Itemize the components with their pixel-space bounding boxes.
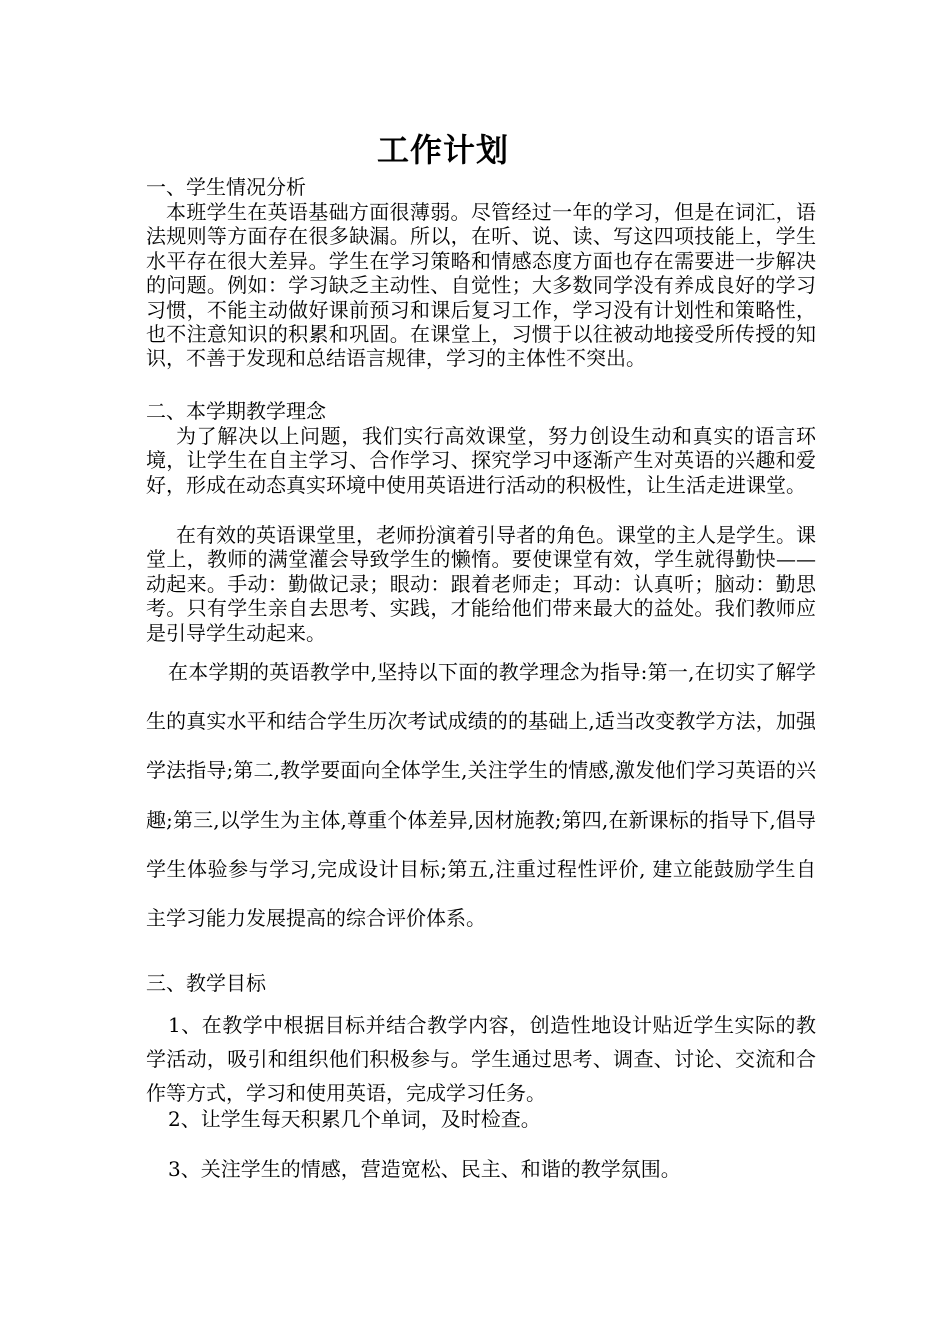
paragraph-student-analysis: 本班学生在英语基础方面很薄弱。尽管经过一年的学习，但是在词汇，语法规则等方面存在很多缺漏。所以，在听、说、读、写这四项技能上，学生水平存在很大差异。学生在学习策略和情感态度方面也存在需要进一步解决的问题。例如：学习缺乏主动性、自觉性；大多数同学没有养成良好的学习习惯，不能主动做好课前预习和课后复习工作，学习没有计划性和策略性，也不注意知识的积累和巩固。在课堂上，习惯于以往被动地接受所传授的知识，不善于发现和总结语言规律，学习的主体性不突出。 [146,200,816,371]
goal-item-3: 3、关注学生的情感，营造宽松、民主、和谐的教学氛围。 [168,1157,681,1181]
section-heading-student-analysis: 一、学生情况分析 [146,175,306,199]
goal-item-2: 2、让学生每天积累几个单词，及时检查。 [168,1107,541,1131]
section-heading-teaching-goals: 三、教学目标 [146,971,266,995]
goal-item-1: 1、在教学中根据目标并结合教学内容，创造性地设计贴近学生实际的教学活动，吸引和组织他们积极参与。学生通过思考、调查、讨论、交流和合作等方式，学习和使用英语，完成学习任务。 [146,1013,816,1105]
section-heading-teaching-philosophy: 二、本学期教学理念 [146,399,326,423]
paragraph-teaching-philosophy-1: 为了解决以上问题，我们实行高效课堂，努力创设生动和真实的语言环境，让学生在自主学习、合作学习、探究学习中逐渐产生对英语的兴趣和爱好，形成在动态真实环境中使用英语进行活动的积极性，让生活走进课堂。 [146,424,816,497]
paragraph-teaching-philosophy-2: 在有效的英语课堂里，老师扮演着引导者的角色。课堂的主人是学生。课堂上，教师的满堂灌会导致学生的懒惰。要使课堂有效，学生就得勤快——动起来。手动：勤做记录；眼动：跟着老师走；耳动：认真听；脑动：勤思考。只有学生亲自去思考、实践，才能给他们带来最大的益处。我们教师应是引导学生动起来。 [146,523,816,645]
paragraph-teaching-philosophy-3: 在本学期的英语教学中,坚持以下面的教学理念为指导:第一,在切实了解学生的真实水平和结合学生历次考试成绩的的基础上,适当改变教学方法，加强学法指导;第二,教学要面向全体学生,关注学生的情感,激发他们学习英语的兴趣;第三,以学生为主体,尊重个体差异,因材施教;第四,在新课标的指导下,倡导学生体验参与学习,完成设计目标;第五,注重过程性评价, 建立能鼓励学生自主学习能力发展提高的综合评价体系。 [146,660,816,931]
document-title: 工作计划 [376,131,509,169]
